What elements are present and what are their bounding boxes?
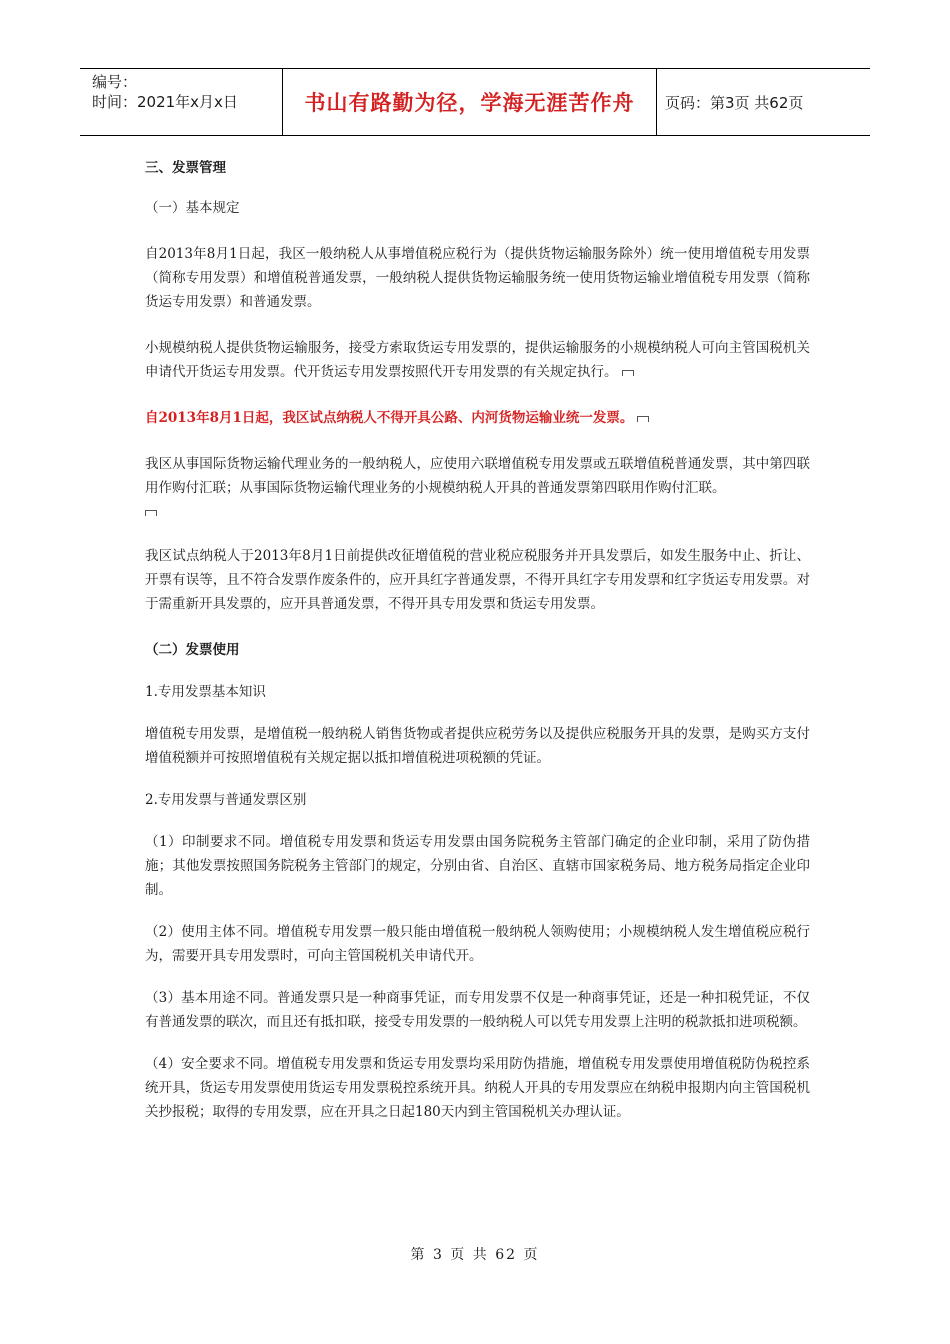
motto-text: 书山有路勤为径，学海无涯苦作舟 xyxy=(304,91,635,115)
paragraph-3: 我区从事国际货物运输代理业务的一般纳税人，应使用六联增值税专用发票或五联增值税普通发票，其中第四联用作购付汇联；从事国际货物运输代理业务的小规模纳税人开具的普通发票第四联用作购付汇联。 xyxy=(145,456,810,496)
paragraph-8: （3）基本用途不同。普通发票只是一种商事凭证，而专用发票不仅是一种商事凭证，还是一种扣税凭证，不仅有普通发票的联次，而且还有抵扣联，接受专用发票的一般纳税人可以凭专用发票上注明的税款抵扣进项税额。 xyxy=(145,990,810,1030)
date-label: 时间：2021年x月x日 xyxy=(92,93,238,111)
paragraph-7: （2）使用主体不同。增值税专用发票一般只能由增值税一般纳税人领购使用；小规模纳税人发生增值税应税行为，需要开具专用发票时，可向主管国税机关申请代开。 xyxy=(145,924,810,964)
red-notice-text: 自2013年8月1日起，我区试点纳税人不得开具公路、内河货物运输业统一发票。 xyxy=(145,410,634,426)
paragraph-5: 增值税专用发票，是增值税一般纳税人销售货物或者提供应税劳务以及提供应税服务开具的发票，是购买方支付增值税额并可按照增值税有关规定据以抵扣增值税进项税额的凭证。 xyxy=(145,726,810,766)
marker-line xyxy=(145,500,810,524)
number-label: 编号： xyxy=(92,73,138,91)
paragraph-9: （4）安全要求不同。增值税专用发票和货运专用发票均采用防伪措施，增值税专用发票使用增值税防伪税控系统开具，货运专用发票使用货运专用发票税控系统开具。纳税人开具的专用发票应在纳税申报期内向主管国税机关抄报税；取得的专用发票，应在开具之日起180天内到主管国税机关办理认证。 xyxy=(145,1056,810,1120)
paragraph-4: 我区试点纳税人于2013年8月1日前提供改征增值税的营业税应税服务并开具发票后，如发生服务中止、折让、开票有误等，且不符合发票作废条件的，应开具红字普通发票，不得开具红字专用发票和红字货运专用发票。对于需重新开具发票的，应开具普通发票，不得开具专用发票和货运专用发票。 xyxy=(145,548,810,612)
item-2-heading: 2.专用发票与普通发票区别 xyxy=(145,792,307,808)
comment-marker-icon xyxy=(637,416,649,422)
header-motto-cell xyxy=(282,69,657,135)
header-meta xyxy=(80,69,282,135)
paragraph-6: （1）印制要求不同。增值税专用发票和货运专用发票由国务院税务主管部门确定的企业印制，采用了防伪措施；其他发票按照国务院税务主管部门的规定，分别由省、自治区、直辖市国家税务局、地方税务局指定企业印制。 xyxy=(145,834,810,898)
paragraph-2-text: 小规模纳税人提供货物运输服务，接受方索取货运专用发票的，提供运输服务的小规模纳税人可向主管国税机关申请代开货运专用发票。代开货运专用发票按照代开专用发票的有关规定执行。 xyxy=(145,340,810,380)
section-title: 三、发票管理 xyxy=(145,160,226,176)
paragraph-red-notice xyxy=(145,406,810,430)
page-info: 页码：第3页 共62页 xyxy=(665,93,804,112)
comment-marker-icon xyxy=(622,370,634,376)
page-footer xyxy=(0,1244,950,1264)
footer-page-number: 第 3 页 共 62 页 xyxy=(410,1247,540,1263)
document-body xyxy=(145,156,810,1124)
paragraph-1: 自2013年8月1日起，我区一般纳税人从事增值税应税行为（提供货物运输服务除外）统一使用增值税专用发票（简称专用发票）和增值税普通发票，一般纳税人提供货物运输服务统一使用货物运输业增值税专用发票（简称货运专用发票）和普通发票。 xyxy=(145,246,810,310)
item-1-heading: 1.专用发票基本知识 xyxy=(145,684,266,700)
subsection-basic-rules: （一）基本规定 xyxy=(145,200,240,216)
subsection-invoice-use: （二）发票使用 xyxy=(145,642,240,658)
paragraph-2 xyxy=(145,336,810,384)
header-page-info-cell xyxy=(657,69,870,135)
comment-marker-icon xyxy=(145,510,157,516)
page-header xyxy=(80,68,870,136)
